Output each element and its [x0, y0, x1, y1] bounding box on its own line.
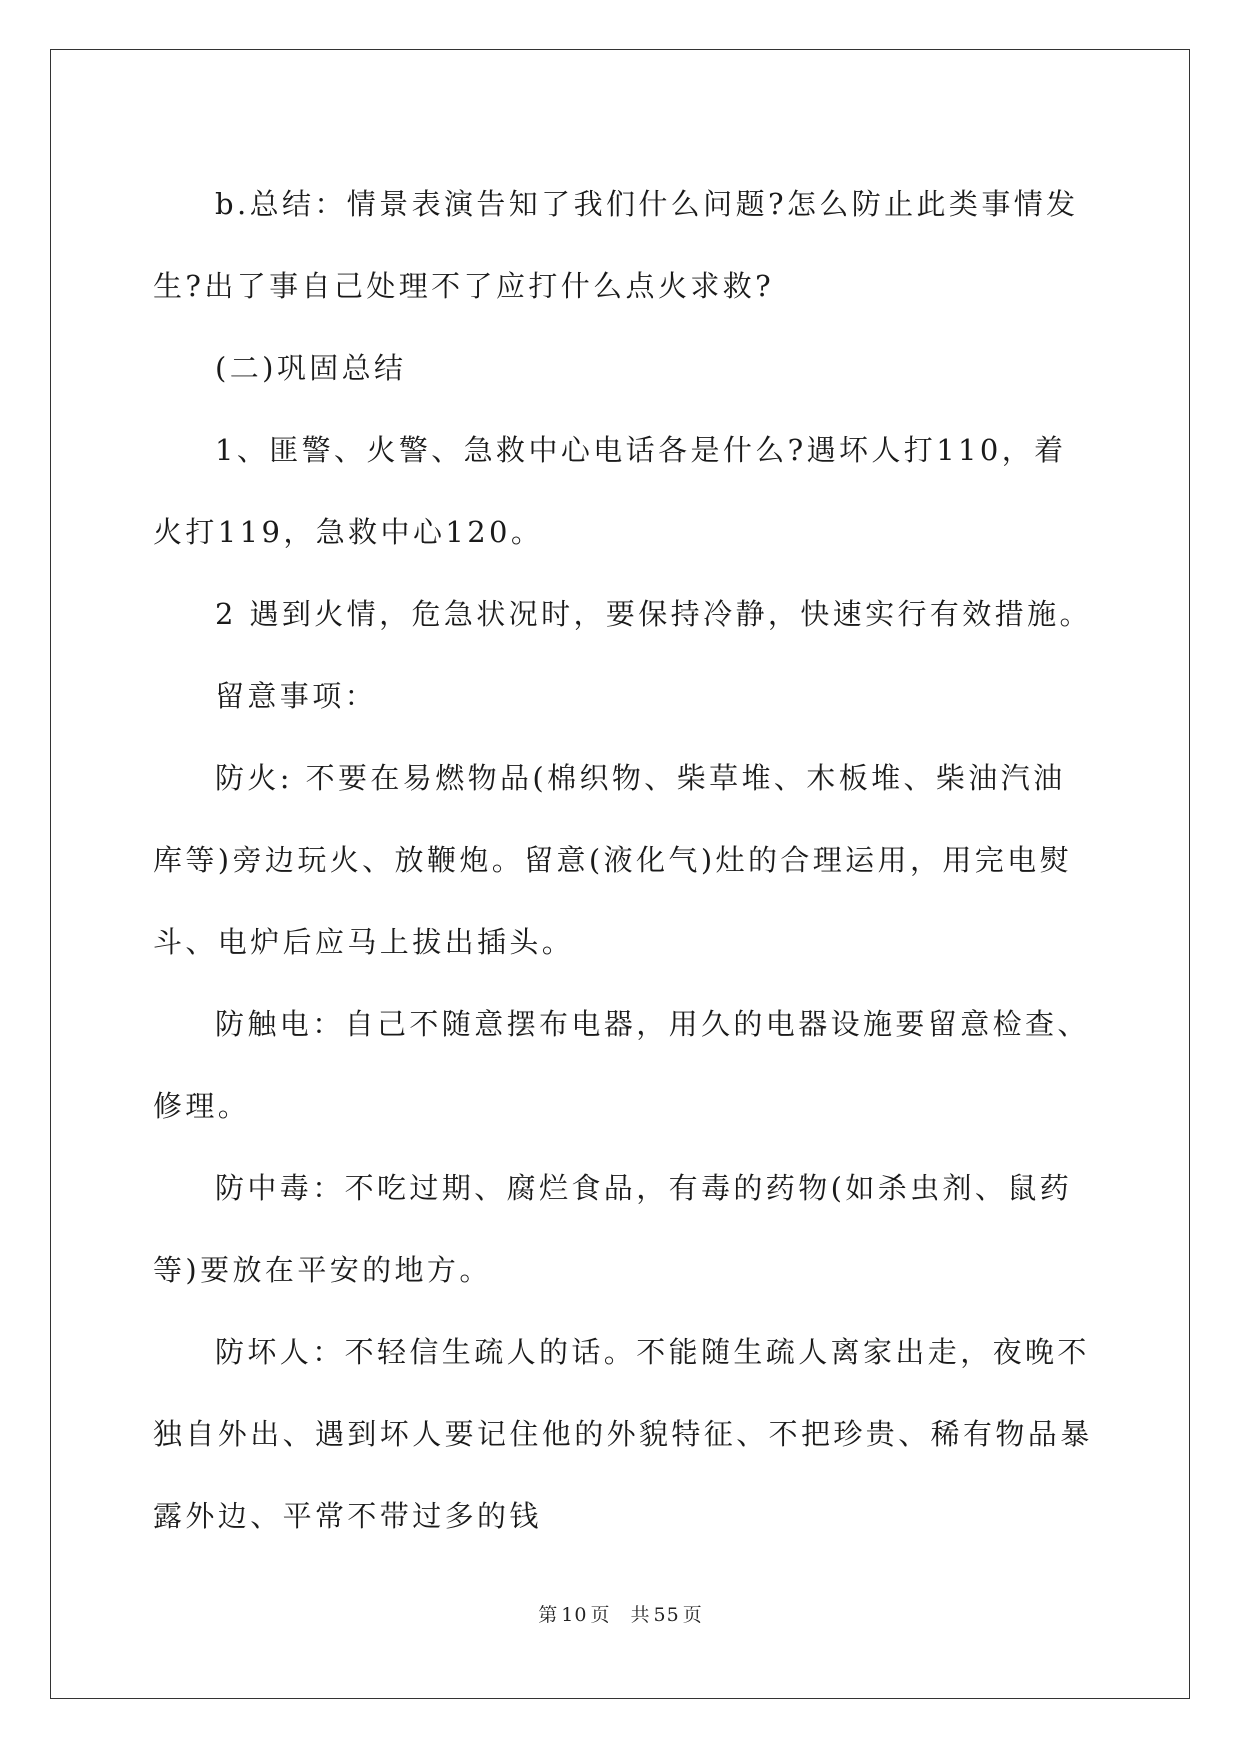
- page-total: 55: [653, 1604, 680, 1626]
- paragraph-summary-b: b.总结：情景表演告知了我们什么问题?怎么防止此类事情发生?出了事自己处理不了应打什么点火求救?: [153, 187, 1079, 303]
- page-prefix: 第: [538, 1604, 559, 1626]
- total-suffix: 页: [682, 1604, 703, 1626]
- page-current: 10: [561, 1604, 588, 1626]
- paragraph-consolidate-heading: (二)巩固总结: [215, 351, 407, 385]
- paragraph-electric-safety: 防触电：自己不随意摆布电器，用久的电器设施要留意检查、修理。: [153, 1007, 1090, 1123]
- paragraph-stranger-safety: 防坏人：不轻信生疏人的话。不能随生疏人离家出走，夜晚不独自外出、遇到坏人要记住他的外貌特征、不把珍贵、稀有物品暴露外边、平常不带过多的钱: [153, 1335, 1093, 1533]
- document-body: [153, 163, 1093, 1557]
- total-prefix: 共: [630, 1604, 651, 1626]
- page-footer: [0, 1600, 1241, 1627]
- paragraph-fire-prevention: 防火: 不要在易燃物品(棉织物、柴草堆、木板堆、柴油汽油库等)旁边玩火、放鞭炮。留意(液化气)灶的合理运用，用完电熨斗、电炉后应马上拔出插头。: [153, 761, 1072, 959]
- paragraph-notes-heading: 留意事项：: [215, 679, 378, 713]
- paragraph-fire-response: 2 遇到火情，危急状况时，要保持冷静，快速实行有效措施。: [215, 597, 1092, 631]
- paragraph-poison-prevention: 防中毒：不吃过期、腐烂食品，有毒的药物(如杀虫剂、鼠药等)要放在平安的地方。: [153, 1171, 1073, 1287]
- paragraph-emergency-numbers: 1、匪警、火警、急救中心电话各是什么?遇坏人打110，着火打119，急救中心120。: [153, 433, 1067, 549]
- page-suffix: 页: [590, 1604, 611, 1626]
